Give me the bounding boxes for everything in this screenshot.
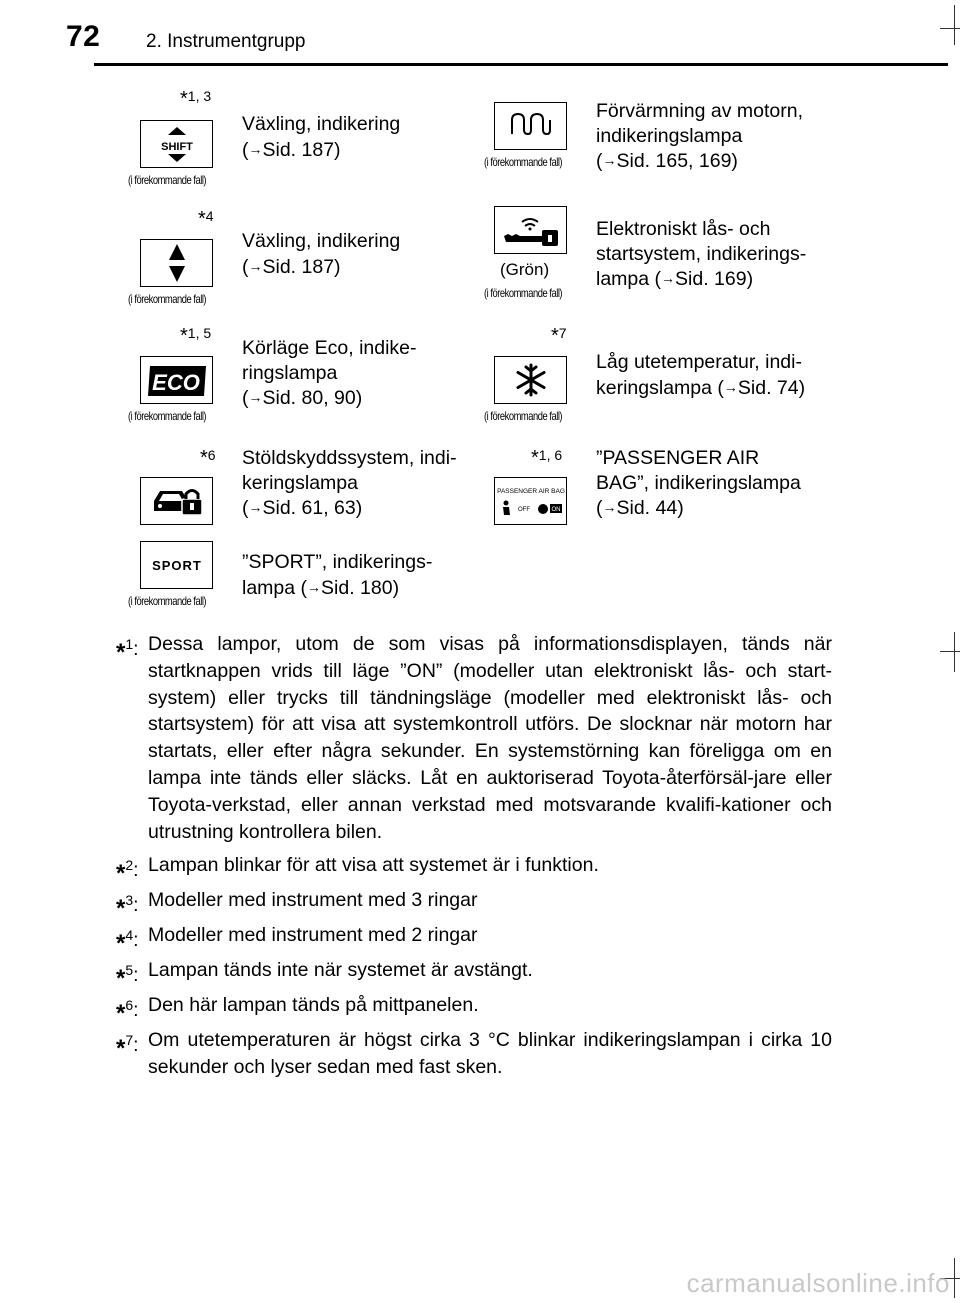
arrow-icon: → bbox=[307, 578, 322, 595]
smart-key-indicator bbox=[494, 206, 567, 254]
shift-up-down-icon bbox=[142, 122, 212, 166]
footnote-reference: *1, 6 bbox=[531, 447, 563, 469]
passenger-airbag-indicator bbox=[494, 477, 567, 525]
arrow-icon: → bbox=[602, 152, 617, 168]
footnote-reference: *6 bbox=[200, 447, 216, 469]
page-number: 72 bbox=[66, 20, 101, 53]
icon-caption: (i förekommande fall) bbox=[484, 286, 563, 300]
svg-text:SPORT: SPORT bbox=[151, 558, 202, 573]
footnote: *$^3$: Modeller med instrument med 3 ringar bbox=[116, 889, 478, 922]
footnote: *$^7$: Om utetemperaturen är högst cirka 3 °C blinkar indikeringslampan i cirka 10 sekunder och lyser sedan med fast sken. bbox=[116, 1029, 832, 1078]
svg-text:ON: ON bbox=[551, 507, 560, 513]
indicator-description: Elektroniskt lås- och startsystem, indikerings- lampa (→Sid. 169) bbox=[596, 218, 807, 290]
footnote: *$^1$: Dessa lampor, utom de som visas på informationsdisplayen, tänds när startknappen vrids till läge ”ON” (modeller utan elektroniskt lås- och start-system) eller trycks till tändningsläge (modeller med elektroniskt lås- och startsystem) för att visa att systemkontroll utförs. De slocknar när motorn har startats, eller efter några sekunder. En systemstörning kan föreligga om en lampa inte tänds eller släcks. Låt en auktoriserad Toyota-återförsäl-jare eller Toyota-verkstad, eller annan verkstad med motsvarande kvalifi-kationer och utrustning kontrollera bilen. bbox=[116, 633, 832, 843]
eco-icon bbox=[142, 358, 212, 402]
glow-plug-indicator bbox=[494, 102, 567, 150]
indicator-description: Låg utetemperatur, indi- keringslampa (→Sid. 74) bbox=[596, 351, 806, 399]
svg-text:PASSENGER AIR BAG: PASSENGER AIR BAG bbox=[496, 488, 565, 495]
immobilizer-indicator bbox=[140, 477, 213, 525]
footnote-reference: *4 bbox=[198, 208, 214, 230]
arrow-icon: → bbox=[248, 140, 263, 157]
icon-caption: (i förekommande fall) bbox=[128, 409, 207, 423]
icon-caption: (i förekommande fall) bbox=[128, 594, 207, 608]
arrow-icon: → bbox=[602, 499, 617, 515]
crop-mark bbox=[954, 5, 955, 45]
arrow-icon: → bbox=[661, 270, 676, 286]
svg-text:ECO: ECO bbox=[151, 370, 200, 395]
indicator-description: ”PASSENGER AIR BAG”, indikeringslampa (→Sid. 44) bbox=[596, 447, 801, 519]
eco-indicator bbox=[140, 356, 213, 404]
crop-mark bbox=[940, 651, 960, 652]
sport-icon bbox=[142, 543, 212, 587]
gear-shift-indicator bbox=[140, 239, 213, 287]
crop-mark bbox=[940, 28, 960, 29]
icon-caption: (i förekommande fall) bbox=[128, 292, 207, 306]
indicator-description: Körläge Eco, indike- ringslampa (→Sid. 80, 90) bbox=[242, 337, 417, 409]
icon-caption: (i förekommande fall) bbox=[484, 409, 563, 423]
indicator-description: ”SPORT”, indikerings- lampa (→Sid. 180) bbox=[242, 551, 433, 599]
svg-text:OFF: OFF bbox=[517, 507, 530, 513]
icon-caption: (i förekommande fall) bbox=[128, 173, 207, 187]
arrow-icon: → bbox=[248, 389, 263, 405]
indicator-description: Förvärmning av motorn, indikeringslampa (→Sid. 165, 169) bbox=[596, 100, 803, 172]
footnote-reference: *1, 3 bbox=[180, 88, 212, 110]
shift-indicator bbox=[140, 120, 213, 168]
footnote: *$^5$: Lampan tänds inte när systemet är avstängt. bbox=[116, 959, 533, 992]
svg-text:SHIFT: SHIFT bbox=[160, 141, 193, 153]
footnote: *$^4$: Modeller med instrument med 2 ringar bbox=[116, 924, 478, 957]
sport-mode-indicator bbox=[140, 541, 213, 589]
crop-mark bbox=[954, 632, 955, 672]
header-rule bbox=[94, 63, 948, 66]
indicator-description: Växling, indikering (→Sid. 187) bbox=[242, 230, 401, 278]
indicator-description: Växling, indikering (→Sid. 187) bbox=[242, 113, 401, 161]
passenger-airbag-icon bbox=[496, 479, 566, 523]
icon-caption: (i förekommande fall) bbox=[484, 155, 563, 169]
car-lock-icon bbox=[142, 479, 212, 523]
low-temperature-indicator bbox=[494, 356, 567, 404]
arrow-icon: → bbox=[248, 499, 263, 515]
section-title: 2. Instrumentgrupp bbox=[146, 31, 306, 52]
snowflake-icon bbox=[496, 358, 566, 402]
arrow-icon: → bbox=[723, 378, 738, 395]
color-note: (Grön) bbox=[500, 260, 550, 279]
footnote: *$^2$: Lampan blinkar för att visa att systemet är i funktion. bbox=[116, 854, 599, 887]
indicator-description: Stöldskyddssystem, indi- keringslampa (→Sid. 61, 63) bbox=[242, 447, 457, 519]
glow-plug-icon bbox=[496, 104, 566, 148]
arrow-icon: → bbox=[248, 257, 263, 274]
smart-key-icon bbox=[496, 208, 566, 252]
up-down-triangles-icon bbox=[142, 241, 212, 285]
footnote-reference: *1, 5 bbox=[180, 325, 212, 347]
footnote-reference: *7 bbox=[551, 325, 567, 347]
footnote: *$^6$: Den här lampan tänds på mittpanelen. bbox=[116, 994, 479, 1027]
watermark: carmanualsonline.info bbox=[686, 1268, 950, 1298]
